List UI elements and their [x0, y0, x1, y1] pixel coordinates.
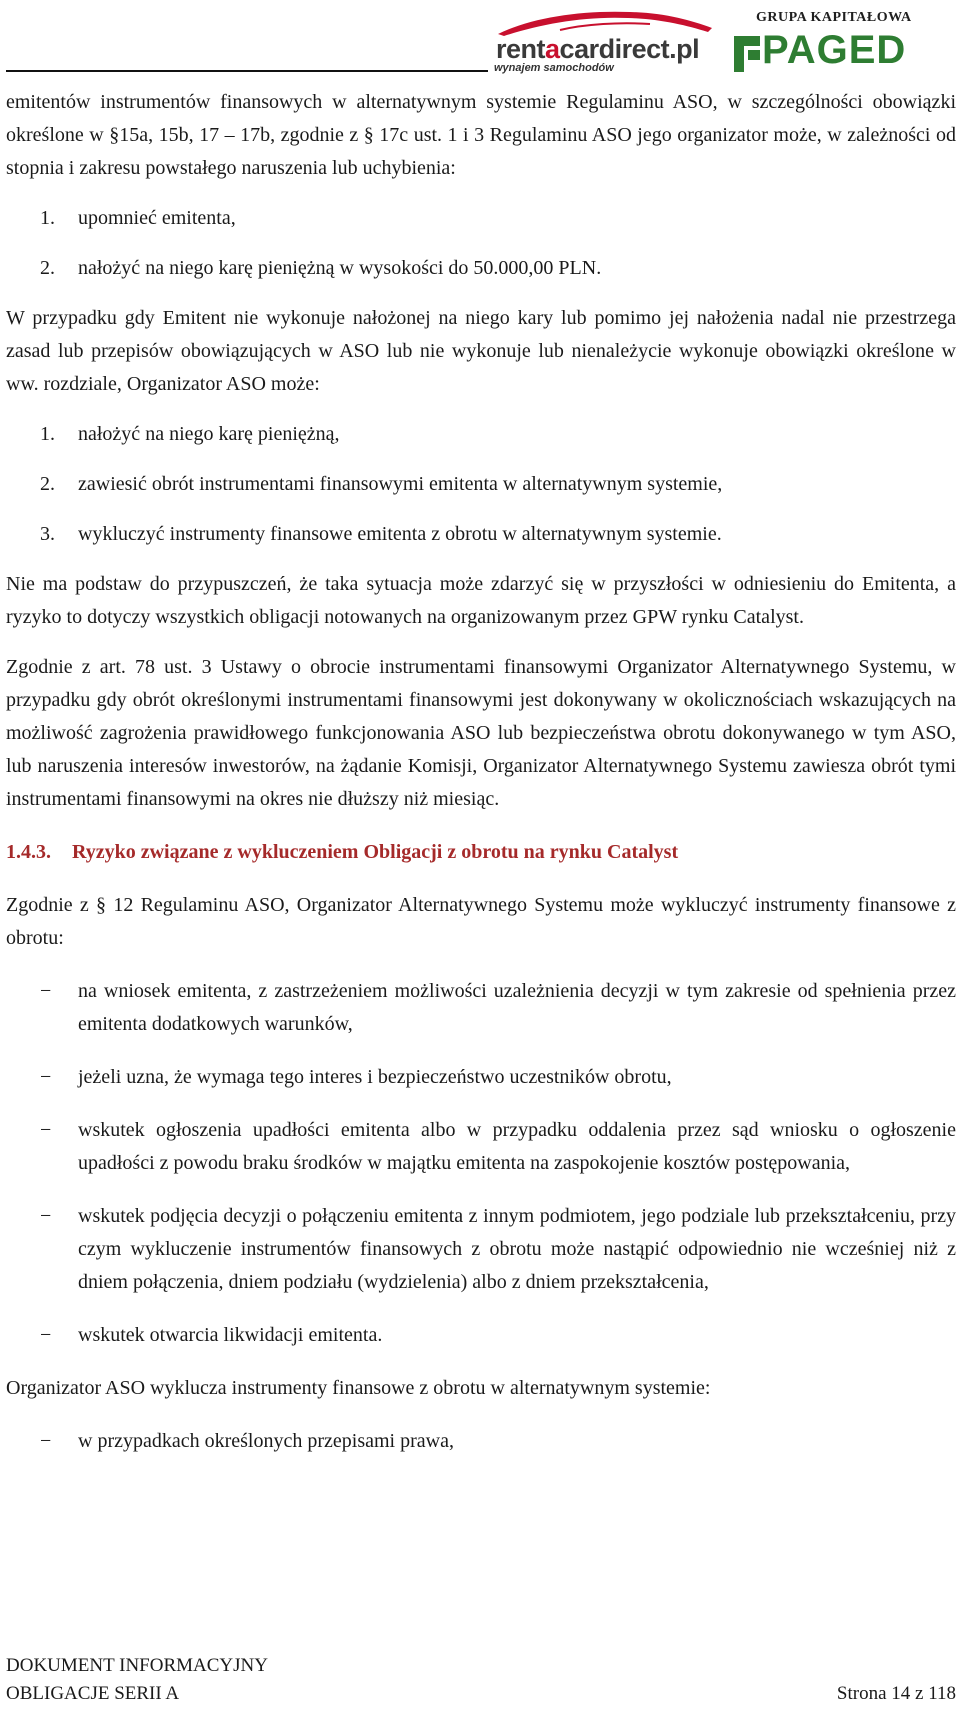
paged-logo: [728, 6, 958, 76]
list-item-text: wskutek podjęcia decyzji o połączeniu emitenta z innym podmiotem, jego podziale lub przekształceniu, przy czym wykluczenie instrumentów finansowych z obrotu może nastąpić odpowiednio nie wcześniej niż z dniem połączenia, dniem podziału (wydzielenia) albo z dniem przekształcenia,: [78, 1205, 956, 1293]
dash-list: [6, 1425, 956, 1458]
numbered-list: [6, 202, 956, 285]
header-rule: [6, 70, 488, 72]
section-number: 1.4.3.: [6, 841, 51, 863]
list-dash: −: [40, 980, 52, 1002]
section-heading: [6, 836, 956, 869]
paragraph: Zgodnie z art. 78 ust. 3 Ustawy o obrocie instrumentami finansowymi Organizator Alternatywnego Systemu, w przypadku gdy obrót określonymi instrumentami finansowymi jest dokonywany w okolicznościach wskazujących na możliwość zagrożenia prawidłowego funkcjonowania ASO lub bezpieczeństwa obrotu dokonywanego w tym ASO, lub naruszenia interesów inwestorów, na żądanie Komisji, Organizator Alternatywnego Systemu zawiesza obrót tymi instrumentami finansowymi na okres nie dłuższy niż miesiąc.: [6, 656, 956, 810]
paragraph: Organizator ASO wyklucza instrumenty finansowe z obrotu w alternatywnym systemie:: [6, 1377, 711, 1399]
list-item-text: nałożyć na niego karę pieniężną,: [78, 423, 340, 445]
list-item: [6, 518, 956, 551]
dash-list: [6, 975, 956, 1352]
footer-series: OBLIGACJE SERII A: [6, 1683, 180, 1704]
page-footer: [6, 1652, 956, 1708]
paragraph: W przypadku gdy Emitent nie wykonuje nałożonej na niego kary lub pomimo jej nałożenia nadal nie przestrzega zasad lub przepisów obowiązujących w ASO lub nie wykonuje lub nienależycie wykonuje obowiązki określone w ww. rozdziale, Organizator ASO może:: [6, 307, 956, 395]
paged-logo-text: PAGED: [762, 28, 907, 72]
list-item-text: na wniosek emitenta, z zastrzeżeniem możliwości uzależnienia decyzji w tym zakresie od spełnienia przez emitenta dodatkowych warunków,: [78, 980, 956, 1035]
list-item: [6, 1061, 956, 1094]
rent-logo-text: rentacardirect.pl: [496, 34, 700, 64]
list-dash: −: [40, 1066, 52, 1088]
paragraph: Zgodnie z § 12 Regulaminu ASO, Organizator Alternatywnego Systemu może wykluczyć instrumenty finansowe z obrotu:: [6, 894, 956, 949]
list-number: 3.: [40, 523, 55, 545]
list-dash: −: [40, 1205, 52, 1227]
list-item-text: upomnieć emitenta,: [78, 207, 236, 229]
list-item-text: jeżeli uzna, że wymaga tego interes i bezpieczeństwo uczestników obrotu,: [78, 1066, 672, 1088]
list-number: 2.: [40, 473, 55, 495]
page-header: [0, 0, 960, 80]
footer-doc-title: DOKUMENT INFORMACYJNY: [6, 1655, 268, 1676]
list-item: [6, 1425, 956, 1458]
list-dash: −: [40, 1430, 52, 1452]
list-item: [6, 975, 956, 1041]
list-item: [6, 1200, 956, 1299]
list-dash: −: [40, 1324, 52, 1346]
list-item: [6, 1114, 956, 1180]
rent-logo-tagline: wynajem samochodów: [494, 62, 614, 74]
list-number: 1.: [40, 423, 55, 445]
list-item-text: wskutek ogłoszenia upadłości emitenta albo w przypadku oddalenia przez sąd wniosku o ogłoszenie upadłości z powodu braku środków w majątku emitenta na zaspokojenie kosztów postępowania,: [78, 1119, 956, 1174]
list-item-text: nałożyć na niego karę pieniężną w wysokości do 50.000,00 PLN.: [78, 257, 602, 279]
group-label: GRUPA KAPITAŁOWA: [756, 10, 912, 25]
list-item-text: wykluczyć instrumenty finansowe emitenta z obrotu w alternatywnym systemie.: [78, 523, 722, 545]
paragraph: Nie ma podstaw do przypuszczeń, że taka sytuacja może zdarzyć się w przyszłości w odniesieniu do Emitenta, a ryzyko to dotyczy wszystkich obligacji notowanych na organizowanym przez GPW rynku Catalyst.: [6, 573, 956, 628]
page-number: Strona 14 z 118: [836, 1683, 956, 1704]
list-item: [6, 202, 956, 235]
list-item: [6, 468, 956, 501]
list-item: [6, 252, 956, 285]
list-item-text: zawiesić obrót instrumentami finansowymi emitenta w alternatywnym systemie,: [78, 473, 723, 495]
paged-emblem-icon: [730, 34, 764, 74]
paragraph: emitentów instrumentów finansowych w alternatywnym systemie Regulaminu ASO, w szczególności obowiązki określone w §15a, 15b, 17 – 17b, zgodnie z § 17c ust. 1 i 3 Regulaminu ASO jego organizator może, w zależności od stopnia i zakresu powstałego naruszenia lub uchybienia:: [6, 91, 956, 179]
list-item: [6, 1319, 956, 1352]
list-number: 1.: [40, 207, 55, 229]
car-silhouette-icon: [490, 4, 720, 38]
list-item-text: w przypadkach określonych przepisami prawa,: [78, 1430, 454, 1452]
section-title: Ryzyko związane z wykluczeniem Obligacji z obrotu na rynku Catalyst: [72, 841, 679, 863]
list-item-text: wskutek otwarcia likwidacji emitenta.: [78, 1324, 383, 1346]
list-dash: −: [40, 1119, 52, 1141]
rentacardirect-logo: [490, 4, 720, 76]
list-item: [6, 418, 956, 451]
list-number: 2.: [40, 257, 55, 279]
document-body: [6, 86, 956, 1458]
numbered-list: [6, 418, 956, 551]
